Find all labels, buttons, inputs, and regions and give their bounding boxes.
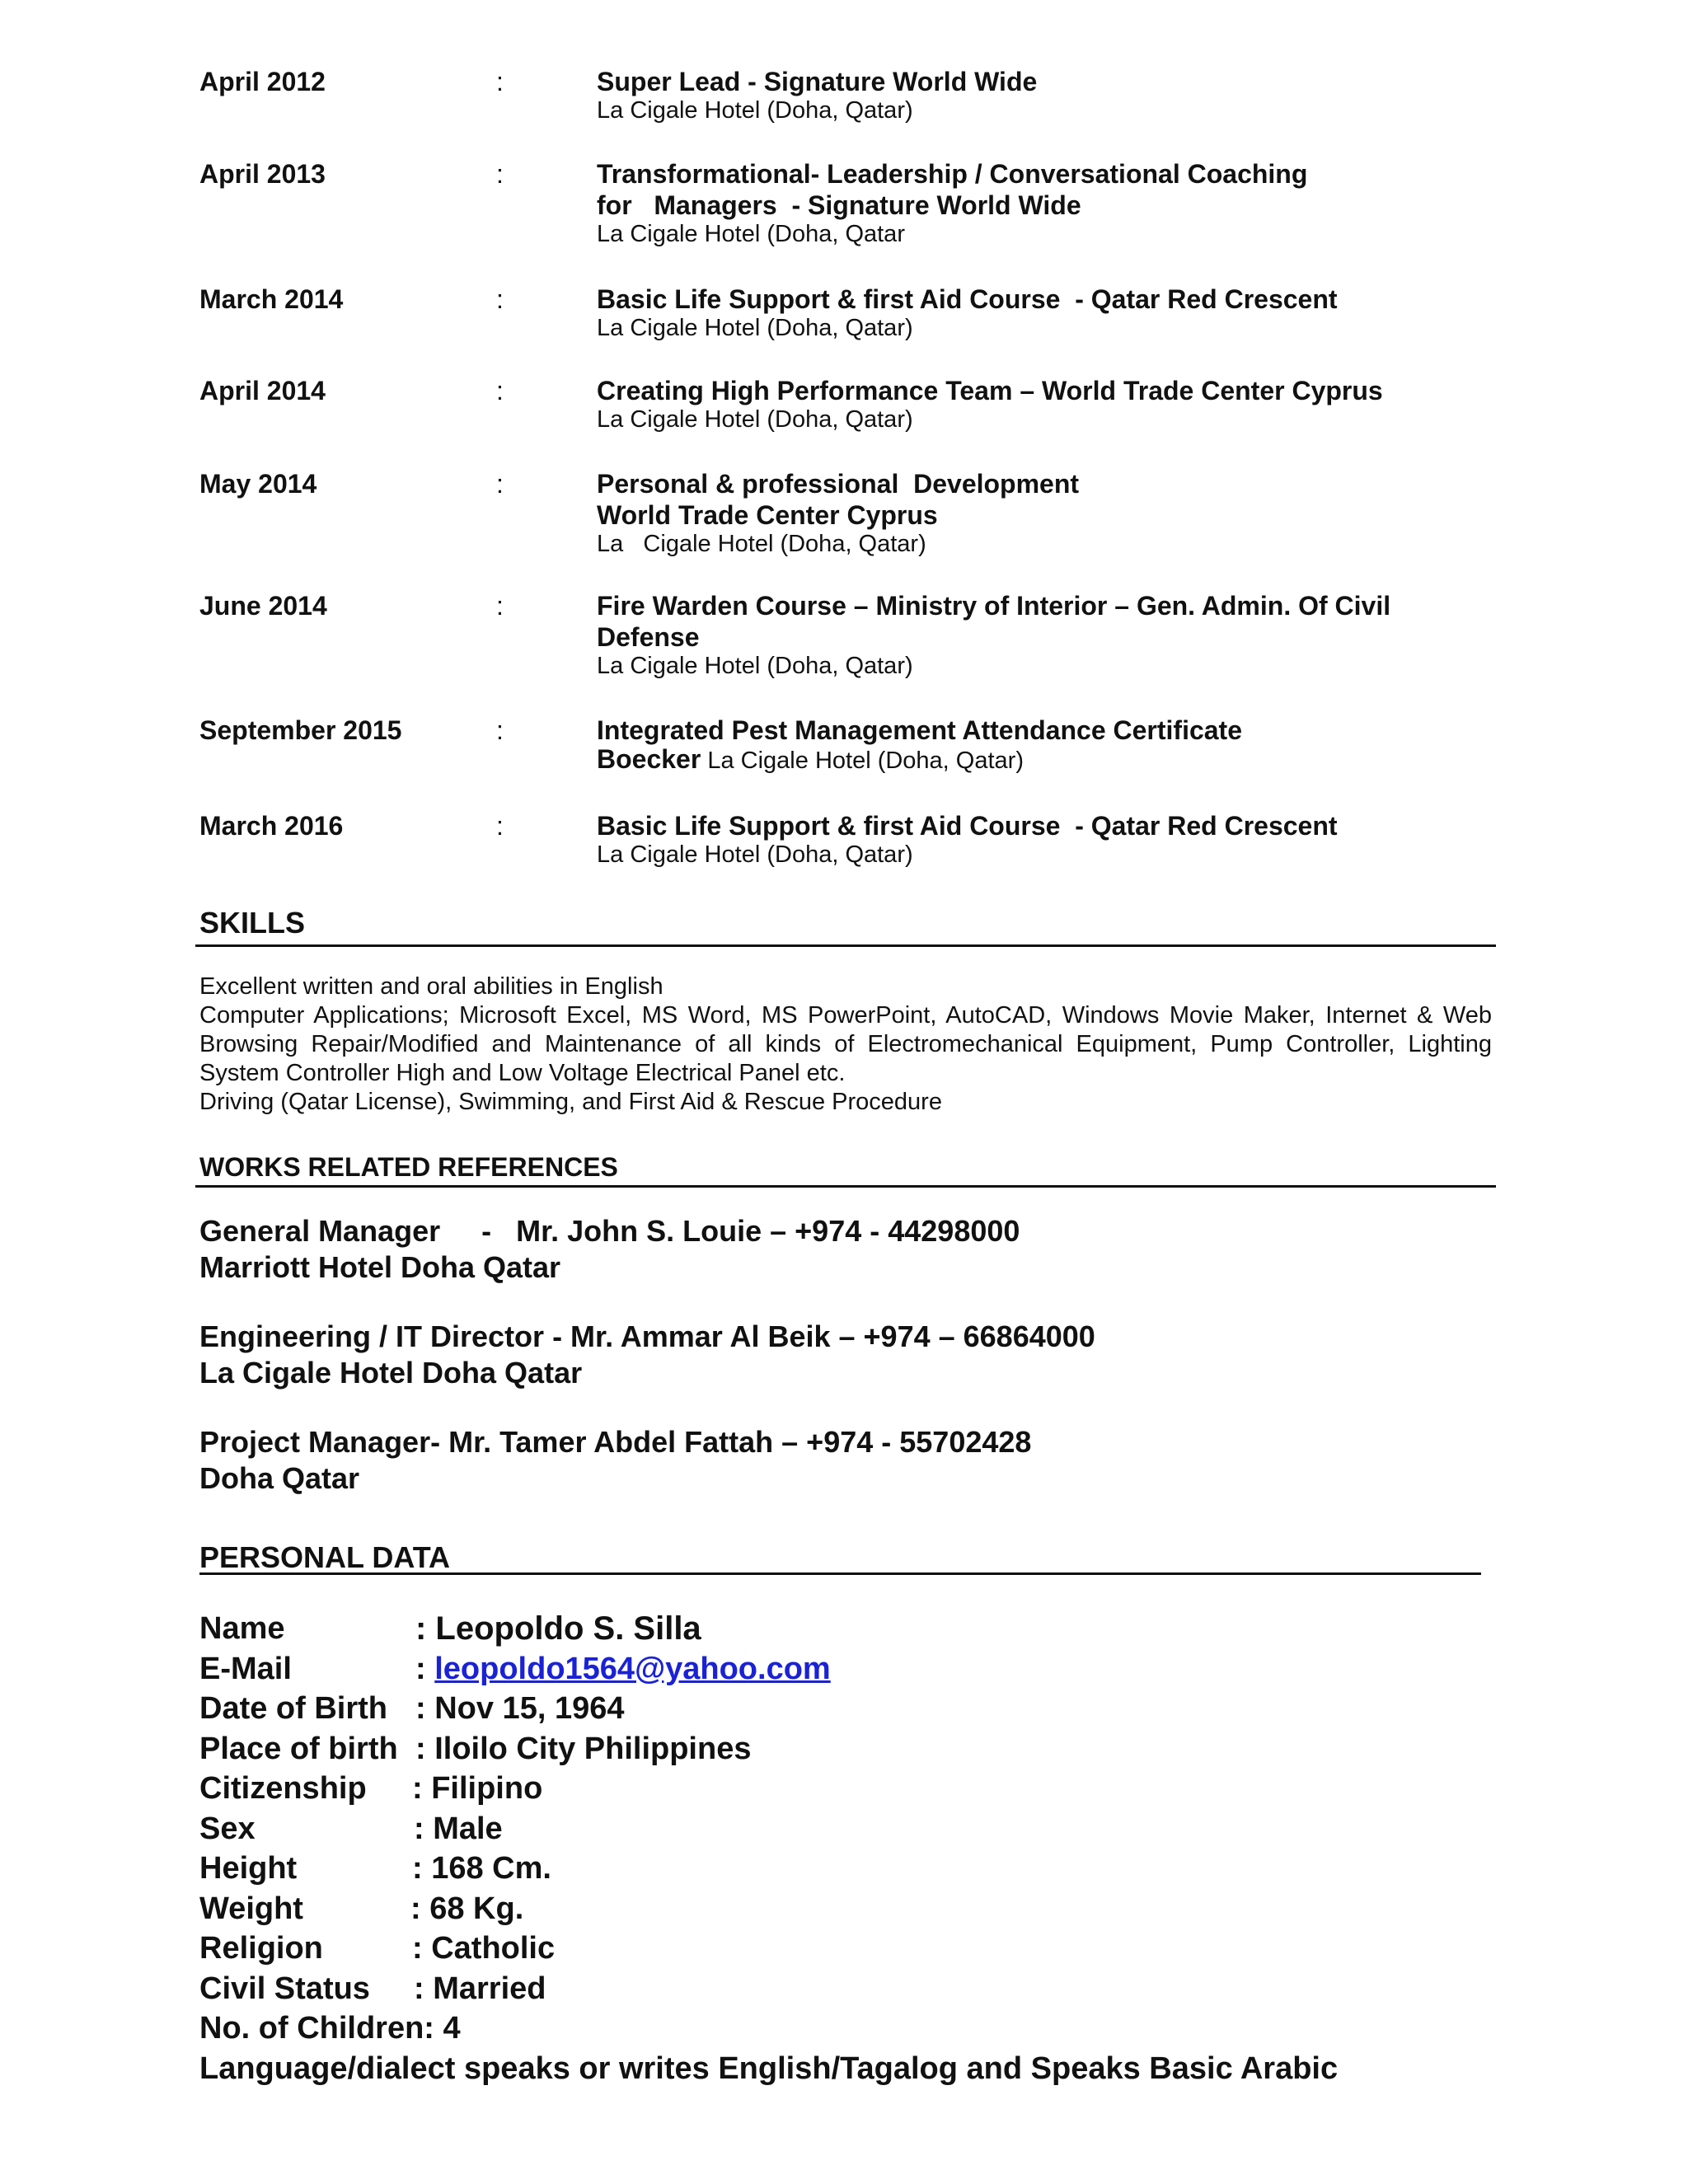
- training-title: Basic Life Support & first Aid Course - Qatar Red Crescent: [597, 284, 1338, 314]
- training-date: September 2015: [199, 715, 402, 745]
- personal-row-citizenship: [199, 1769, 1601, 1809]
- personal-row-sex: [199, 1809, 1601, 1849]
- personal-row-civil-status: [199, 1969, 1601, 2009]
- training-venue: La Cigale Hotel (Doha, Qatar): [597, 653, 913, 679]
- training-colon: :: [496, 284, 504, 314]
- training-colon: :: [496, 469, 504, 499]
- training-date: March 2014: [199, 284, 344, 314]
- training-entry: [199, 375, 1518, 468]
- reference-entry: Project Manager- Mr. Tamer Abdel Fattah – +974 - 55702428 Doha Qatar: [199, 1425, 1032, 1495]
- training-colon: :: [496, 591, 504, 621]
- skill-line: Computer Applications; Microsoft Excel, MS Word, MS PowerPoint, AutoCAD, Windows Movie Maker, Internet & Web Browsing Repair/Modified and Maintenance of all kinds of Electromechanical Equipment, Pump Controller, Lighting System Controller High and Low Voltage Electrical Panel etc.: [199, 1002, 1492, 1086]
- personal-divider: [199, 1572, 1481, 1575]
- references-divider: [195, 1185, 1496, 1188]
- personal-data: [199, 1609, 1601, 2088]
- training-date: April 2014: [199, 376, 326, 405]
- height-value: : 168 Cm.: [412, 1851, 551, 1886]
- pob-value: : Iloilo City Philippines: [415, 1731, 752, 1766]
- training-title: Creating High Performance Team – World Trade Center Cyprus: [597, 376, 1383, 405]
- civil-status-value: : Married: [414, 1971, 546, 2006]
- weight-label: Weight: [199, 1891, 303, 1926]
- email-label: E-Mail: [199, 1651, 292, 1686]
- training-venue: La Cigale Hotel (Doha, Qatar): [597, 406, 913, 433]
- training-title: Fire Warden Course – Ministry of Interior – Gen. Admin. Of Civil Defense: [597, 591, 1391, 652]
- citizenship-value: : Filipino: [412, 1771, 543, 1806]
- training-entry: [199, 590, 1518, 715]
- training-venue: [597, 746, 1518, 775]
- training-entry: [199, 284, 1518, 375]
- training-venue-text: La Cigale Hotel (Doha, Qatar): [701, 748, 1024, 774]
- reference-entry: Engineering / IT Director - Mr. Ammar Al Beik – +974 – 66864000 La Cigale Hotel Doha Qatar: [199, 1319, 1095, 1390]
- training-list: [199, 66, 1518, 876]
- references-list: [199, 1213, 1485, 1530]
- height-label: Height: [199, 1851, 298, 1886]
- personal-row-language: [199, 2049, 1601, 2089]
- training-colon: :: [496, 159, 504, 189]
- pob-label: Place of birth: [199, 1731, 398, 1766]
- email-link[interactable]: leopoldo1564@yahoo.com: [434, 1651, 831, 1686]
- training-colon: :: [496, 376, 504, 405]
- training-entry: [199, 715, 1518, 810]
- civil-status-label: Civil Status: [199, 1971, 370, 2006]
- personal-row-pob: [199, 1729, 1601, 1769]
- training-date: March 2016: [199, 811, 344, 841]
- training-colon: :: [496, 715, 504, 745]
- training-venue: La Cigale Hotel (Doha, Qatar): [597, 531, 926, 557]
- training-colon: :: [496, 811, 504, 841]
- training-title: Integrated Pest Management Attendance Certificate: [597, 715, 1242, 745]
- skills-list: [199, 972, 1492, 1117]
- personal-row-children: [199, 2008, 1601, 2049]
- references-heading: WORKS RELATED REFERENCES: [199, 1152, 618, 1182]
- religion-label: Religion: [199, 1931, 323, 1966]
- language-line: Language/dialect speaks or writes English/Tagalog and Speaks Basic Arabic: [199, 2050, 1339, 2086]
- children-line: No. of Children: 4: [199, 2011, 461, 2046]
- email-value-wrap: [415, 1649, 831, 1689]
- training-entry: [199, 66, 1518, 158]
- personal-row-dob: [199, 1689, 1601, 1729]
- training-title: Transformational- Leadership / Conversational Coaching for Managers - Signature World Wide: [597, 159, 1308, 220]
- training-date: April 2013: [199, 159, 326, 189]
- personal-row-weight: [199, 1889, 1601, 1929]
- personal-heading: PERSONAL DATA: [199, 1540, 451, 1574]
- personal-row-height: [199, 1849, 1601, 1889]
- skill-line: Excellent written and oral abilities in English: [199, 973, 663, 1000]
- dob-label: Date of Birth: [199, 1691, 387, 1726]
- citizenship-label: Citizenship: [199, 1771, 367, 1806]
- skills-divider: [195, 944, 1496, 947]
- training-venue: La Cigale Hotel (Doha, Qatar): [597, 315, 913, 341]
- training-venue: La Cigale Hotel (Doha, Qatar: [597, 221, 905, 247]
- training-title: Basic Life Support & first Aid Course - Qatar Red Crescent: [597, 811, 1338, 841]
- name-label: Name: [199, 1611, 285, 1646]
- training-entry: [199, 158, 1518, 284]
- skill-line: Driving (Qatar License), Swimming, and First Aid & Rescue Procedure: [199, 1089, 942, 1115]
- training-date: June 2014: [199, 591, 327, 621]
- sex-value: : Male: [414, 1811, 503, 1846]
- email-colon: :: [415, 1651, 435, 1686]
- training-date: April 2012: [199, 67, 326, 96]
- training-venue: La Cigale Hotel (Doha, Qatar): [597, 97, 913, 124]
- skills-heading: SKILLS: [199, 906, 306, 940]
- training-title: Personal & professional Development World Trade Center Cyprus: [597, 469, 1080, 530]
- personal-row-email: [199, 1649, 1601, 1690]
- personal-row-religion: [199, 1929, 1601, 1969]
- training-colon: :: [496, 67, 504, 96]
- religion-value: : Catholic: [412, 1931, 556, 1966]
- training-provider: Boecker: [597, 744, 701, 774]
- name-value: : Leopoldo S. Silla: [415, 1610, 701, 1647]
- training-venue: La Cigale Hotel (Doha, Qatar): [597, 841, 913, 868]
- weight-value: : 68 Kg.: [410, 1891, 524, 1926]
- sex-label: Sex: [199, 1811, 256, 1846]
- dob-value: : Nov 15, 1964: [415, 1691, 625, 1726]
- reference-entry: General Manager - Mr. John S. Louie – +974 - 44298000 Marriott Hotel Doha Qatar: [199, 1214, 1020, 1284]
- training-entry: [199, 468, 1518, 590]
- training-title: Super Lead - Signature World Wide: [597, 67, 1038, 96]
- training-entry: [199, 810, 1518, 876]
- personal-row-name: [199, 1609, 1601, 1649]
- training-date: May 2014: [199, 469, 317, 499]
